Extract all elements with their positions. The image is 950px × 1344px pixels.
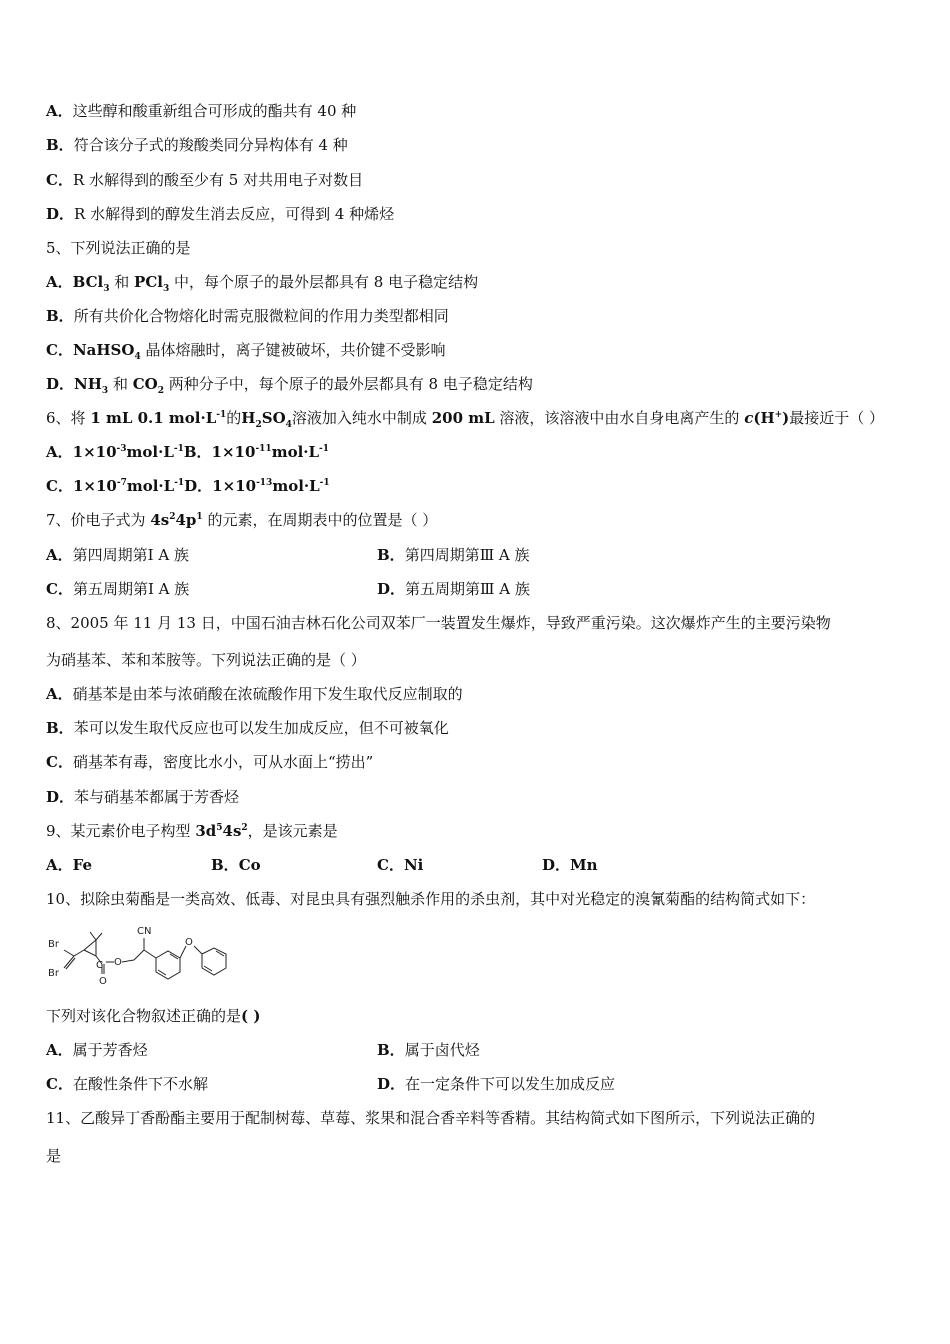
q9-stem: 9、某元素价电子构型 $3d^54s^2$，是该元素是 <box>46 822 338 840</box>
q9-option-a: A．Fe <box>46 856 93 874</box>
q9-option-b: B．Co <box>211 856 261 874</box>
q10-option-d: D．在一定条件下可以发生加成反应 <box>377 1075 616 1093</box>
q5-option-d: D．$NH_3$ 和 $CO_2$ 两种分子中，每个原子的最外层都具有 8 电子稳定结构 <box>46 375 533 396</box>
q6-options-ab: A．$1\times 10^{-3}mol\cdot L^{-1}B$．$1\times 10^{-11}mol\cdot L^{-1}$ <box>46 443 330 461</box>
q8-stem-line2: 为硝基苯、苯和苯胺等。下列说法正确的是（ ） <box>46 651 366 669</box>
q4-option-d: D．R 水解得到的醇发生消去反应，可得到 4 种烯烃 <box>46 205 395 223</box>
structure-label-o-ester: O <box>114 957 122 968</box>
q5-stem: 5、下列说法正确的是 <box>46 239 191 257</box>
q8-option-b: B．苯可以发生取代反应也可以发生加成反应，但不可被氧化 <box>46 719 449 737</box>
q4-option-a: A．这些醇和酸重新组合可形成的酯共有 40 种 <box>46 102 357 120</box>
structure-label-br-1: Br <box>48 939 59 950</box>
q10-option-c: C．在酸性条件下不水解 <box>46 1075 208 1093</box>
q7-option-a: A．第四周期第Ⅰ A 族 <box>46 546 189 564</box>
structure-label-c: C <box>96 960 103 971</box>
q5-option-b: B．所有共价化合物熔化时需克服微粒间的作用力类型都相同 <box>46 307 449 325</box>
q6-stem: 6、将 1 mL 0.1 $mol\cdot L^{-1}$的$H_2SO_4$溶液加入纯水中制成 200 mL 溶液，该溶液中由水自身电离产生的 c(H+)最接近于（ ） <box>46 409 885 430</box>
q8-option-a: A．硝基苯是由苯与浓硝酸在浓硫酸作用下发生取代反应制取的 <box>46 685 463 703</box>
structure-label-cn: CN <box>137 926 152 937</box>
q10-option-a: A．属于芳香烃 <box>46 1041 148 1059</box>
q7-option-b: B．第四周期第Ⅲ A 族 <box>377 546 530 564</box>
q7-option-c: C．第五周期第Ⅰ A 族 <box>46 580 190 598</box>
structure-label-br-2: Br <box>48 968 59 979</box>
q10-stem: 10、拟除虫菊酯是一类高效、低毒、对昆虫具有强烈触杀作用的杀虫剂，其中对光稳定的溴氰菊酯的结构简式如下： <box>46 890 816 908</box>
q9-option-c: C．Ni <box>377 856 424 874</box>
q10-question: 下列对该化合物叙述正确的是( ) <box>46 1007 261 1025</box>
q7-option-d: D．第五周期第Ⅲ A 族 <box>377 580 530 598</box>
q11-stem-line1: 11、乙酸异丁香酚酯主要用于配制树莓、草莓、浆果和混合香辛料等香精。其结构简式如下图所示，下列说法正确的 <box>46 1109 816 1127</box>
structure-label-o-carbonyl: O <box>99 976 107 987</box>
q8-stem-line1: 8、2005 年 11 月 13 日，中国石油吉林石化公司双苯厂一装置发生爆炸，导致严重污染。这次爆炸产生的主要污染物 <box>46 614 831 632</box>
q6-options-cd: C．$1\times 10^{-7}mol\cdot L^{-1}D$．$1\times 10^{-13}mol\cdot L^{-1}$ <box>46 477 330 495</box>
structure-label-o-ether: O <box>185 937 193 948</box>
q5-option-a: A．BCl$_3$ 和 PCl$_3$ 中，每个原子的最外层都具有 8 电子稳定结构 <box>46 273 479 294</box>
q5-option-c: C．NaHSO$_4$ 晶体熔融时，离子键被破坏，共价键不受影响 <box>46 341 446 362</box>
q9-option-d: D．Mn <box>542 856 598 874</box>
q4-option-b: B．符合该分子式的羧酸类同分异构体有 4 种 <box>46 136 348 154</box>
q8-option-d: D．苯与硝基苯都属于芳香烃 <box>46 788 240 806</box>
q11-stem-line2: 是 <box>46 1147 62 1165</box>
q10-option-b: B．属于卤代烃 <box>377 1041 480 1059</box>
q7-stem: 7、价电子式为 $4s^24p^1$ 的元素，在周期表中的位置是（ ） <box>46 511 438 529</box>
q8-option-c: C．硝基苯有毒，密度比水小，可从水面上“捞出” <box>46 753 374 771</box>
q4-option-c: C．R 水解得到的酸至少有 5 对共用电子对数目 <box>46 171 364 189</box>
bromo-pyrethroid-structure <box>44 920 234 992</box>
